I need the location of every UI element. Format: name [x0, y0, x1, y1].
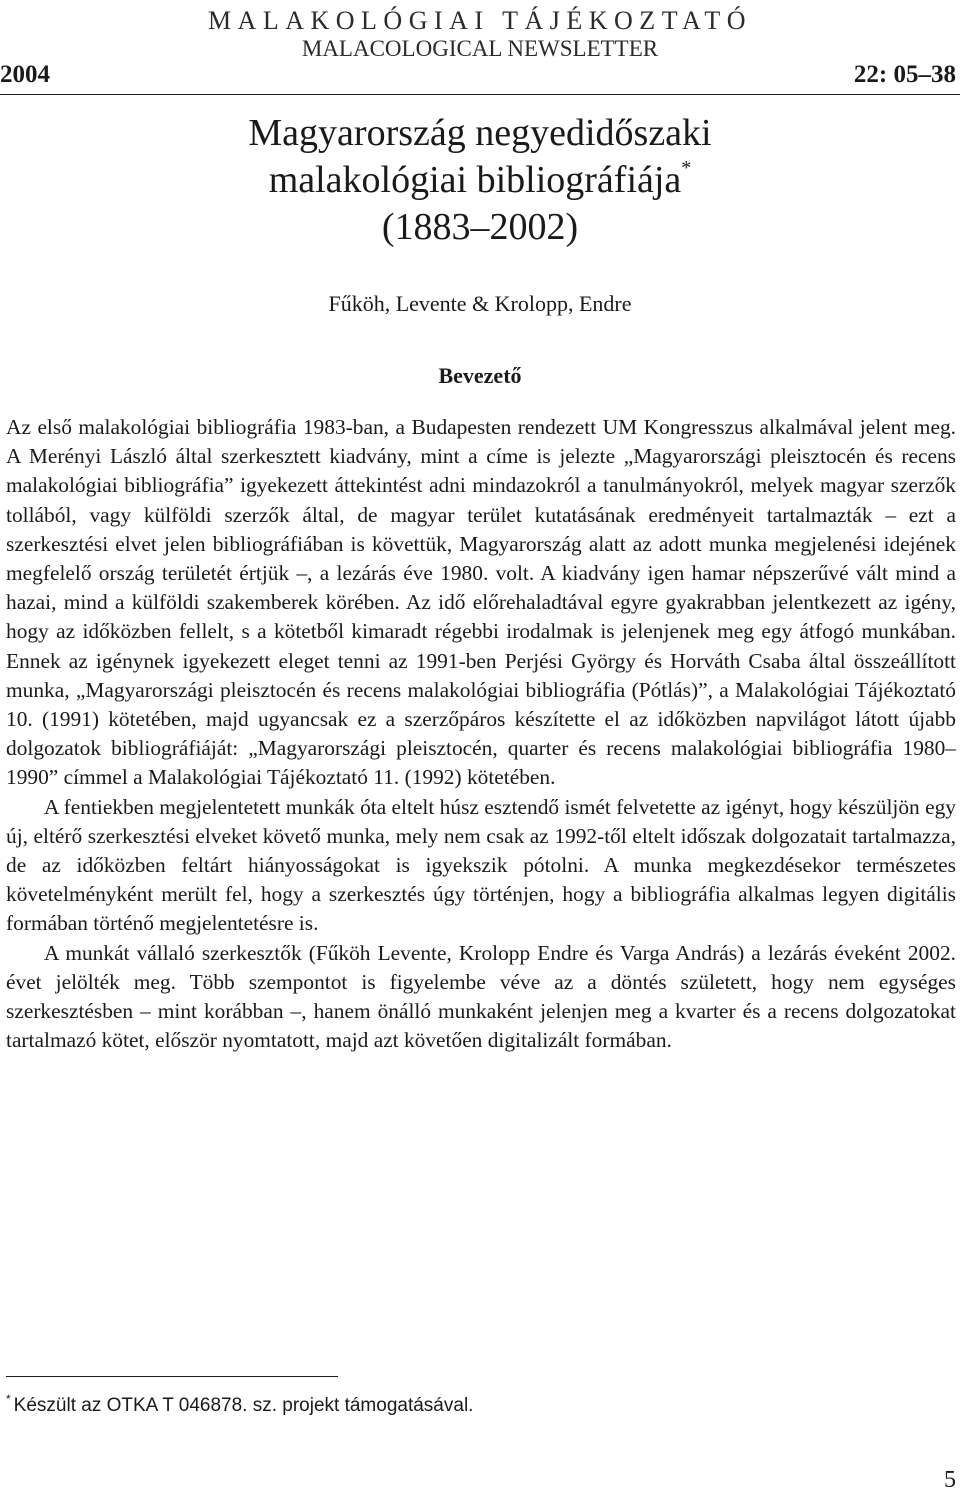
- footnote-text: Készült az OTKA T 046878. sz. projekt támogatásával.: [13, 1395, 474, 1416]
- footnote-rule: [6, 1376, 338, 1377]
- body-paragraph: A munkát vállaló szerkesztők (Fűköh Levente, Krolopp Endre és Varga András) a lezárás éveként 2002. évet jelölték meg. Több szempontot is figyelembe véve az a döntés született, hogy nem egységes szerkesztésben – mint korábban –, hanem önálló munkaként jelenjen meg a kvarter és a recens dolgozatokat tartalmazó kötet, először nyomtatott, majd azt követően digitalizált formában.: [6, 940, 956, 1053]
- journal-volume-pages: 22: 05–38: [853, 61, 956, 88]
- journal-year: 2004: [0, 61, 50, 88]
- footnote: [6, 1394, 473, 1418]
- page-number: 5: [944, 1467, 956, 1493]
- section-heading: Bevezető: [438, 363, 522, 388]
- footnote-mark: *: [6, 1392, 11, 1406]
- journal-title-hu: MALAKOLÓGIAI TÁJÉKOZTATÓ: [207, 6, 753, 35]
- article-title-line-1: Magyarország negyedidőszaki: [248, 112, 712, 154]
- article-title: [0, 110, 960, 251]
- journal-title-en: MALACOLOGICAL NEWSLETTER: [301, 36, 659, 61]
- article-title-line-2-text: malakológiai bibliográfiája: [268, 159, 682, 201]
- article-authors: Fűköh, Levente & Krolopp, Endre: [328, 291, 632, 316]
- article-title-line-2: [0, 157, 960, 204]
- body-paragraph: A fentiekben megjelentetett munkák óta eltelt húsz esztendő ismét felvetette az igényt, hogy készüljön egy új, eltérő szerkesztési elveket követő munka, mely nem csak az 1992-től eltelt időszak dolgozatait tartalmazza, de az időközben feltárt hiányosságokat is igyekszik pótolni. A munka megkezdésekor természetes követelményként merült fel, hogy a szerkesztés úgy történjen, hogy a bibliográfia alkalmas legyen digitális formában történő megjelentetésre is.: [6, 794, 956, 936]
- header-rule: [0, 94, 960, 95]
- title-footnote-mark: *: [681, 157, 692, 179]
- article-body: [6, 413, 956, 1055]
- body-paragraph: Az első malakológiai bibliográfia 1983-ban, a Budapesten rendezett UM Kongresszus alkalmával jelent meg. A Merényi László által szerkesztett kiadvány, mint a címe is jelezte „Magyarországi pleisztocén és recens malakológiai bibliográfia” igyekezett áttekintést adni mindazokról a tanulmányokról, melyek magyar szerzők tollából, vagy külföldi szerzők által, de magyar terület kutatásának eredményeit tartalmazták – ezt a szerkesztési elvet jelen bibliográfiában is követtük, Magyarország alatt az adott munka megjelenési idejének megfelelő ország területét értjük –, a lezárás éve 1980. volt. A kiadvány igen hamar népszerűvé vált mind a hazai, mind a külföldi szakemberek körében. Az idő előrehaladtával egyre gyakrabban jelentkezett az igény, hogy az időközben fellelt, s a kötetből kimaradt régebbi irodalmak is jelenjenek meg egy átfogó munkában. Ennek az igénynek igyekezett eleget tenni az 1991-ben Perjési György és Horváth Csaba által összeállított munka, „Magyarországi pleisztocén és recens malakológiai bibliográfia (Pótlás)”, a Malakológiai Tájékoztató 10. (1991) kötetében, majd ugyancsak ez a szerzőpáros készítette el az időközben napvilágot látott újabb dolgozatok bibliográfiáját: „Magyarországi pleisztocén, quarter és recens malakológiai bibliográfia 1980–1990” címmel a Malakológiai Tájékoztató 11. (1992) kötetében.: [6, 415, 956, 790]
- article-title-line-3: (1883–2002): [381, 206, 579, 248]
